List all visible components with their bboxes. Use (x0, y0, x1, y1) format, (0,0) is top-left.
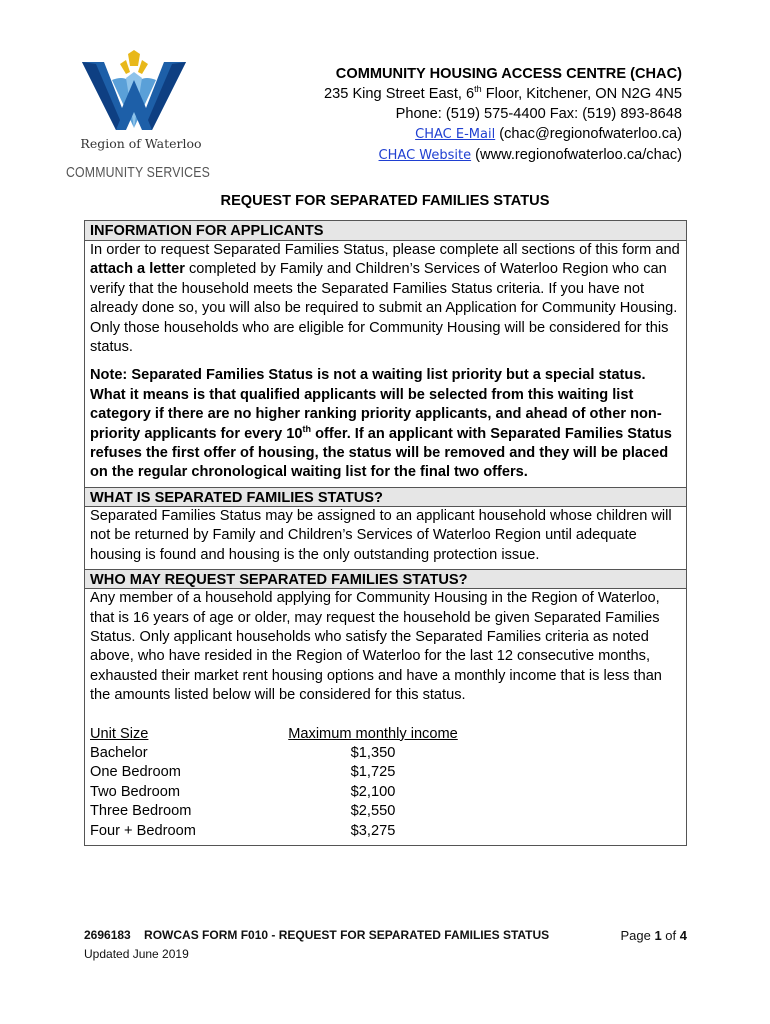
region-logo (62, 50, 210, 185)
logo-region-name: Region of Waterloo (80, 136, 202, 151)
what-paragraph: Separated Families Status may be assigned to an applicant household whose children will not be returned by Family and Children’s Services of Waterloo Region until adequate housing is found and housing is the only outstanding protection issue. (90, 507, 672, 563)
max-income: $3,275 (350, 822, 396, 839)
website-link[interactable]: CHAC Website (378, 148, 472, 163)
updated-date: Updated June 2019 (84, 947, 189, 961)
table-row (90, 763, 461, 782)
address-line: 235 King Street East, 6 (324, 86, 475, 102)
unit-size: Two Bedroom (90, 783, 181, 800)
email-line (324, 124, 682, 145)
info-paragraph (90, 241, 681, 357)
unit-size: Four + Bedroom (90, 822, 196, 839)
note-sup: th (302, 423, 312, 434)
note-text-end: offer. If an applicant with Separated Families Status refuses the first offer of housing, the status will be removed and they will be placed on the regular chronological waiting list for the final two offers. (90, 425, 672, 481)
page-word: Page (620, 928, 655, 943)
income-table-header (90, 725, 461, 744)
section-body-what (85, 507, 686, 569)
income-table (90, 725, 461, 841)
office-header (324, 64, 682, 166)
section-heading-what: WHAT IS SEPARATED FAMILIES STATUS? (85, 487, 686, 507)
table-row (90, 822, 461, 841)
info-text: In order to request Separated Families Status, please complete all sections of this form and (90, 242, 680, 258)
page-of: of (661, 928, 680, 943)
table-row (90, 744, 461, 763)
logo-division-name: COMMUNITY SERVICES (66, 164, 210, 181)
unit-size: One Bedroom (90, 764, 181, 781)
information-box (84, 220, 687, 846)
who-paragraph: Any member of a household applying for Community Housing in the Region of Waterloo, that is 16 years of age or older, may request the household be given Separated Families Status. Only applicant households who satisfy the Separated Families criteria as noted above, who have resided in the Region of Waterloo for the last 12 consecutive months, exhausted their market rent housing options and have a monthly income that is less than the amounts listed below will be considered for this status. (90, 590, 662, 704)
email-address: (chac@regionofwaterloo.ca) (495, 126, 682, 142)
org-name: COMMUNITY HOUSING ACCESS CENTRE (CHAC) (335, 66, 682, 82)
note-paragraph (90, 366, 681, 482)
office-phone: Phone: (519) 575-4400 Fax: (519) 893-8648 (395, 106, 682, 122)
info-bold-text: attach a letter (90, 261, 185, 278)
info-text-end: completed by Family and Children’s Services of Waterloo Region who can verify that the household meets the Separated Families Status criteria. If you have not already done so, you will also be required to submit an Application for Community Housing. Only those households who are eligible for Community Housing will be considered for this status. (90, 261, 678, 356)
email-link[interactable]: CHAC E-Mail (415, 127, 496, 142)
website-line (324, 145, 682, 166)
page-footer (84, 926, 687, 964)
website-address: (www.regionofwaterloo.ca/chac) (471, 147, 682, 163)
col-unit-size: Unit Size (90, 725, 149, 742)
section-body-info (85, 241, 686, 487)
address-line-end: Floor, Kitchener, ON N2G 4N5 (481, 86, 682, 102)
unit-size: Bachelor (90, 744, 148, 761)
section-body-who (85, 589, 686, 845)
address-sup: th (474, 84, 482, 95)
region-waterloo-logo-icon (82, 50, 186, 136)
max-income: $1,350 (350, 744, 396, 761)
note-text: Note: Separated Families Status is not a waiting list priority but a special status. What it means is that qualified applicants will be selected from this waiting list category if there are no higher ranking priority applicants, and ahead of other non-priority applicants for every 10 (90, 367, 662, 442)
page-current: 1 (654, 928, 662, 943)
max-income: $1,725 (350, 764, 396, 781)
table-row (90, 783, 461, 802)
page-total: 4 (679, 928, 687, 943)
unit-size: Three Bedroom (90, 803, 192, 820)
max-income: $2,550 (350, 803, 396, 820)
col-max-income: Maximum monthly income (288, 725, 458, 742)
office-address (324, 84, 682, 104)
section-heading-who: WHO MAY REQUEST SEPARATED FAMILIES STATUS? (85, 569, 686, 589)
max-income: $2,100 (350, 783, 396, 800)
document-title: REQUEST FOR SEPARATED FAMILIES STATUS (220, 193, 550, 209)
table-row (90, 802, 461, 821)
section-heading-info: INFORMATION FOR APPLICANTS (85, 221, 686, 241)
page-number (620, 926, 687, 945)
form-code: 2696183 ROWCAS FORM F010 - REQUEST FOR SEPARATED FAMILIES STATUS (84, 928, 550, 942)
